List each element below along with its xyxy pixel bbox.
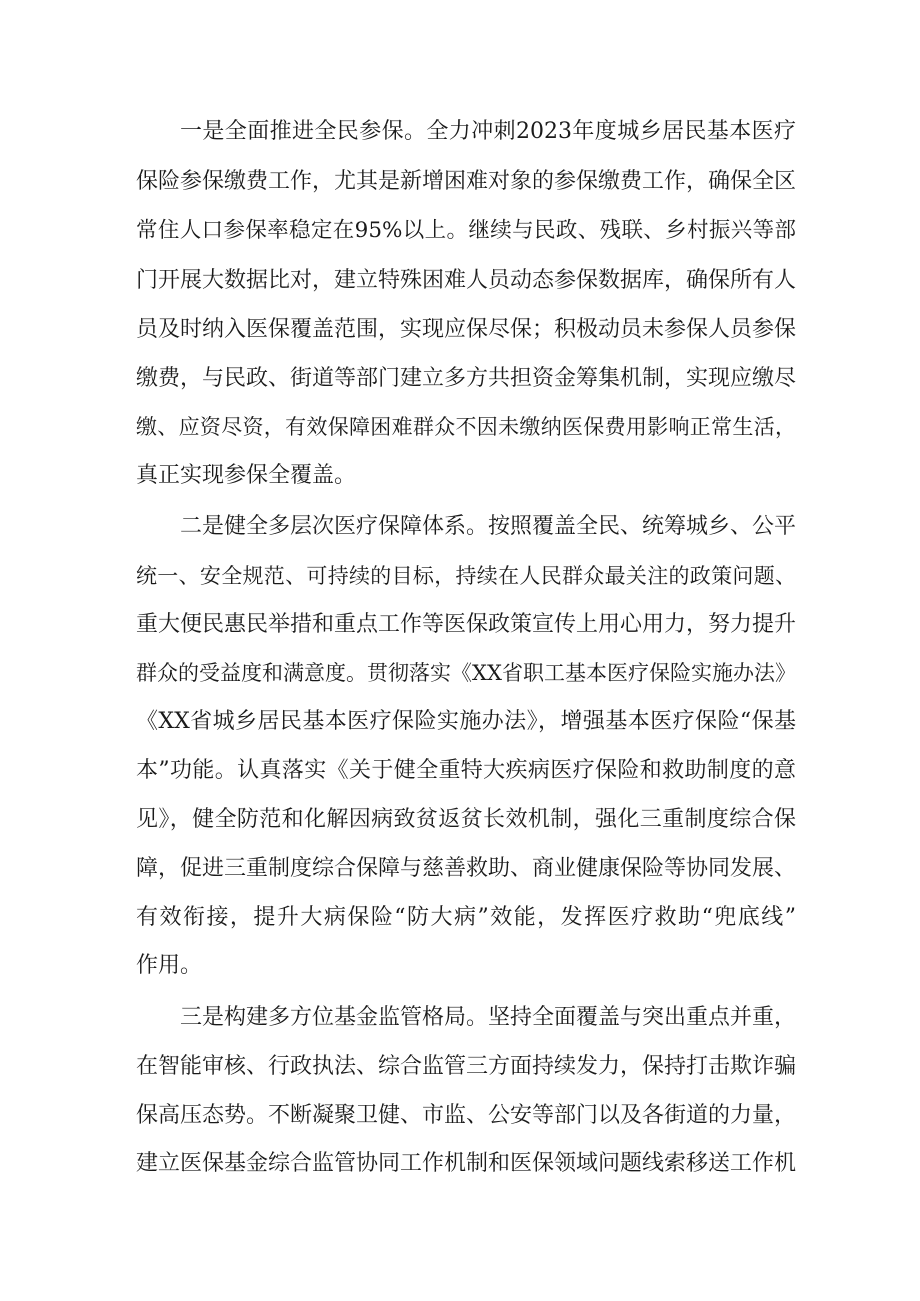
paragraph-2-line-7: 见》，健全防范和化解因病致贫返贫长效机制，强化三重制度综合保: [136, 807, 796, 832]
paragraph-2-line-8: 障，促进三重制度综合保障与慈善救助、商业健康保险等协同发展、: [136, 856, 797, 881]
paragraph-2-line-4: 群众的受益度和满意度。贯彻落实《XX省职工基本医疗保险实施办法》: [136, 661, 796, 685]
paragraph-1-line-5: 员及时纳入医保覆盖范围，实现应保尽保；积极动员未参保人员参保: [136, 317, 797, 342]
paragraph-1-line-7: 缴、应资尽资，有效保障困难群众不因未缴纳医保费用影响正常生活，: [136, 415, 796, 439]
paragraph-1-line-6: 缴费，与民政、街道等部门建立多方共担资金筹集机制，实现应缴尽: [136, 366, 797, 391]
paragraph-2-line-6: 本”功能。认真落实《关于健全重特大疾病医疗保险和救助制度的意: [136, 758, 796, 783]
paragraph-2-line-10: 作用。: [136, 953, 203, 978]
paragraph-1-line-8: 真正实现参保全覆盖。: [136, 463, 357, 488]
paragraph-2-line-5: 《XX省城乡居民基本医疗保险实施办法》，增强基本医疗保险“保基: [136, 709, 796, 734]
paragraph-1-line-4: 门开展大数据比对，建立特殊困难人员动态参保数据库，确保所有人: [136, 268, 797, 293]
paragraph-1-line-3: 常住人口参保率稳定在95%以上。继续与民政、残联、乡村振兴等部: [136, 218, 796, 243]
paragraph-2-line-9: 有效衔接，提升大病保险“防大病”效能，发挥医疗救助“兜底线”: [136, 905, 796, 930]
paragraph-3-line-2: 在智能审核、行政执法、综合监管三方面持续发力，保持打击欺诈骗: [136, 1054, 797, 1079]
paragraph-3-line-3: 保高压态势。不断凝聚卫健、市监、公安等部门以及各街道的力量，: [136, 1103, 797, 1128]
paragraph-3-line-4: 建立医保基金综合监管协同工作机制和医保领域问题线索移送工作机: [136, 1151, 797, 1176]
paragraph-2-line-1: 二是健全多层次医疗保障体系。按照覆盖全民、统筹城乡、公平: [180, 514, 797, 539]
paragraph-2-line-2: 统一、安全规范、可持续的目标，持续在人民群众最关注的政策问题、: [136, 564, 796, 588]
paragraph-1-line-2: 保险参保缴费工作，尤其是新增困难对象的参保缴费工作，确保全区: [136, 169, 797, 194]
paragraph-3-line-1: 三是构建多方位基金监管格局。坚持全面覆盖与突出重点并重，: [180, 1005, 797, 1030]
paragraph-1-line-1: 一是全面推进全民参保。全力冲刺2023年度城乡居民基本医疗: [180, 119, 796, 144]
paragraph-2-line-3: 重大便民惠民举措和重点工作等医保政策宣传上用心用力，努力提升: [136, 612, 797, 637]
